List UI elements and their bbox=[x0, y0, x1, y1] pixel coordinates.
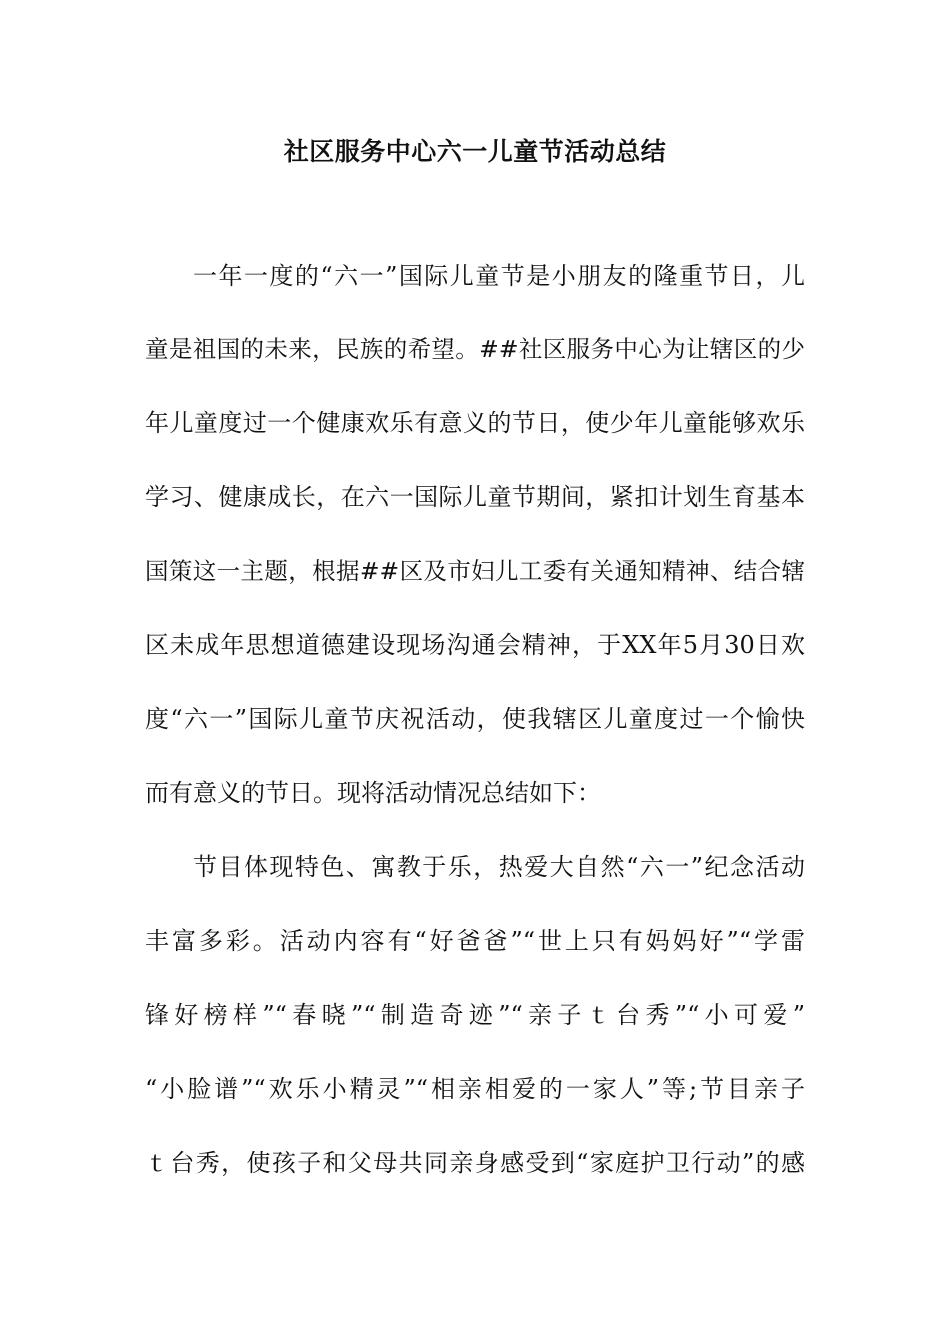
paragraph-1-line: 童是祖国的未来，民族的希望。##社区服务中心为让辖区的少 bbox=[145, 335, 805, 363]
paragraph-1-line: 区未成年思想道德建设现场沟通会精神，于XX年5月30日欢 bbox=[145, 631, 805, 659]
paragraph-2-line: 丰富多彩。活动内容有“好爸爸”“世上只有妈妈好”“学雷 bbox=[145, 927, 805, 955]
paragraph-2-line: “小脸谱”“欢乐小精灵”“相亲相爱的一家人”等;节目亲子 bbox=[145, 1075, 805, 1103]
paragraph-2-line: ｔ台秀，使孩子和父母共同亲身感受到“家庭护卫行动”的感 bbox=[145, 1149, 805, 1177]
paragraph-1-line: 国策这一主题，根据##区及市妇儿工委有关通知精神、结合辖 bbox=[145, 557, 805, 585]
document-title: 社区服务中心六一儿童节活动总结 bbox=[283, 137, 667, 166]
paragraph-1-line: 年儿童度过一个健康欢乐有意义的节日，使少年儿童能够欢乐 bbox=[145, 409, 805, 437]
paragraph-2-line: 节目体现特色、寓教于乐，热爱大自然“六一”纪念活动 bbox=[193, 853, 805, 881]
paragraph-2-line: 锋好榜样”“春晓”“制造奇迹”“亲子ｔ台秀”“小可爱” bbox=[145, 1001, 805, 1029]
paragraph-1-line: 而有意义的节日。现将活动情况总结如下： bbox=[145, 779, 601, 807]
paragraph-1-line: 度“六一”国际儿童节庆祝活动，使我辖区儿童度过一个愉快 bbox=[145, 705, 805, 733]
paragraph-1-line: 一年一度的“六一”国际儿童节是小朋友的隆重节日，儿 bbox=[193, 262, 805, 290]
paragraph-1-line: 学习、健康成长，在六一国际儿童节期间，紧扣计划生育基本 bbox=[145, 483, 805, 511]
